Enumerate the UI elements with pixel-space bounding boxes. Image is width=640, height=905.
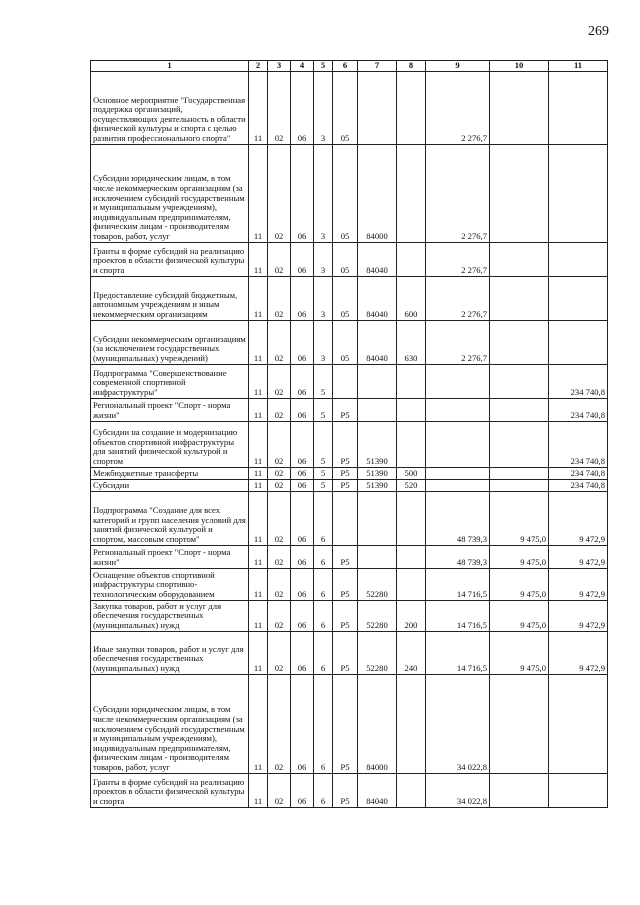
table-row — [91, 398, 608, 421]
row-name-cell: Основное мероприятие "Государственная поддержка организаций, осуществляющих деятельность в области физической культуры и спорта с целью развития профессионального спорта" — [91, 71, 249, 144]
row-value-cell: 06 — [291, 467, 314, 479]
row-value-cell: 51390 — [358, 467, 397, 479]
page-number: 269 — [588, 24, 609, 39]
row-value-cell: 05 — [333, 242, 358, 276]
row-value-cell: 11 — [249, 479, 268, 491]
column-header-3: 3 — [268, 61, 291, 72]
row-name-cell: Иные закупки товаров, работ и услуг для обеспечения государственных (муниципальных) нужд — [91, 631, 249, 674]
row-value-cell: 234 740,8 — [549, 479, 608, 491]
row-value-cell: 51390 — [358, 479, 397, 491]
row-value-cell — [333, 491, 358, 545]
row-value-cell: 06 — [291, 421, 314, 467]
column-header-5: 5 — [314, 61, 333, 72]
row-value-cell — [426, 364, 490, 398]
row-value-cell: 3 — [314, 320, 333, 364]
row-value-cell — [426, 479, 490, 491]
row-value-cell — [397, 398, 426, 421]
row-value-cell — [549, 674, 608, 773]
row-value-cell: P5 — [333, 421, 358, 467]
row-value-cell: 06 — [291, 479, 314, 491]
column-header-4: 4 — [291, 61, 314, 72]
row-value-cell: 240 — [397, 631, 426, 674]
row-value-cell: 11 — [249, 398, 268, 421]
row-value-cell: 84040 — [358, 276, 397, 320]
row-value-cell — [333, 364, 358, 398]
row-value-cell: 3 — [314, 71, 333, 144]
row-value-cell: 2 276,7 — [426, 71, 490, 144]
row-value-cell — [490, 773, 549, 807]
row-value-cell: 05 — [333, 144, 358, 242]
row-value-cell: 02 — [268, 545, 291, 568]
column-header-8: 8 — [397, 61, 426, 72]
row-value-cell — [549, 242, 608, 276]
row-value-cell: 200 — [397, 600, 426, 631]
row-name-cell: Закупка товаров, работ и услуг для обеспечения государственных (муниципальных) нужд — [91, 600, 249, 631]
row-value-cell: 6 — [314, 568, 333, 600]
row-value-cell: 05 — [333, 276, 358, 320]
row-value-cell: 06 — [291, 320, 314, 364]
row-value-cell: 06 — [291, 631, 314, 674]
row-value-cell: 02 — [268, 242, 291, 276]
column-header-9: 9 — [426, 61, 490, 72]
row-value-cell: 9 472,9 — [549, 545, 608, 568]
row-value-cell: 6 — [314, 491, 333, 545]
row-value-cell: 9 475,0 — [490, 631, 549, 674]
row-value-cell: 06 — [291, 71, 314, 144]
row-value-cell: 5 — [314, 398, 333, 421]
row-name-cell: Подпрограмма "Создание для всех категорий и групп населения условий для занятий физической культурой и спортом, массовым спортом" — [91, 491, 249, 545]
row-value-cell: 11 — [249, 545, 268, 568]
row-value-cell — [397, 71, 426, 144]
row-value-cell: 11 — [249, 71, 268, 144]
row-value-cell: 630 — [397, 320, 426, 364]
row-name-cell: Субсидии на создание и модернизацию объектов спортивной инфраструктуры для занятий физической культурой и спортом — [91, 421, 249, 467]
row-value-cell: 02 — [268, 398, 291, 421]
row-value-cell: 84040 — [358, 773, 397, 807]
row-value-cell: P5 — [333, 467, 358, 479]
row-value-cell: 14 716,5 — [426, 600, 490, 631]
row-value-cell: 9 472,9 — [549, 600, 608, 631]
row-value-cell: 02 — [268, 674, 291, 773]
row-value-cell: 2 276,7 — [426, 320, 490, 364]
row-value-cell: 06 — [291, 144, 314, 242]
row-value-cell: 84000 — [358, 144, 397, 242]
row-value-cell — [397, 242, 426, 276]
row-value-cell: 11 — [249, 600, 268, 631]
row-value-cell: 11 — [249, 276, 268, 320]
row-value-cell: 02 — [268, 320, 291, 364]
row-value-cell: 6 — [314, 674, 333, 773]
row-value-cell — [397, 568, 426, 600]
column-header-2: 2 — [249, 61, 268, 72]
row-value-cell: 84040 — [358, 242, 397, 276]
column-header-6: 6 — [333, 61, 358, 72]
row-value-cell: 2 276,7 — [426, 276, 490, 320]
row-value-cell: 5 — [314, 479, 333, 491]
table-row — [91, 479, 608, 491]
row-value-cell: 02 — [268, 568, 291, 600]
row-value-cell: 02 — [268, 491, 291, 545]
column-header-11: 11 — [549, 61, 608, 72]
table-row — [91, 144, 608, 242]
row-value-cell — [490, 242, 549, 276]
row-value-cell: 11 — [249, 631, 268, 674]
row-value-cell: 3 — [314, 144, 333, 242]
row-value-cell: 6 — [314, 545, 333, 568]
row-value-cell — [397, 421, 426, 467]
row-value-cell: 02 — [268, 600, 291, 631]
row-value-cell — [358, 364, 397, 398]
row-value-cell: 11 — [249, 773, 268, 807]
row-value-cell: 06 — [291, 568, 314, 600]
table-row — [91, 773, 608, 807]
row-value-cell: 06 — [291, 276, 314, 320]
row-value-cell: 52280 — [358, 568, 397, 600]
table-row — [91, 242, 608, 276]
table-row — [91, 631, 608, 674]
row-value-cell: P5 — [333, 600, 358, 631]
row-value-cell: 600 — [397, 276, 426, 320]
row-value-cell: 11 — [249, 467, 268, 479]
row-value-cell — [490, 479, 549, 491]
row-value-cell: P5 — [333, 398, 358, 421]
row-name-cell: Субсидии — [91, 479, 249, 491]
row-value-cell: 11 — [249, 674, 268, 773]
row-value-cell: 2 276,7 — [426, 242, 490, 276]
row-value-cell: 234 740,8 — [549, 421, 608, 467]
row-value-cell: P5 — [333, 479, 358, 491]
row-value-cell: 52280 — [358, 600, 397, 631]
row-name-cell: Подпрограмма "Совершенствование современной спортивной инфраструктуры" — [91, 364, 249, 398]
row-value-cell: 11 — [249, 242, 268, 276]
row-value-cell — [397, 545, 426, 568]
table-body — [91, 61, 608, 808]
table-row — [91, 491, 608, 545]
table-row — [91, 364, 608, 398]
row-value-cell: 51390 — [358, 421, 397, 467]
row-value-cell: 48 739,3 — [426, 545, 490, 568]
row-value-cell: 48 739,3 — [426, 491, 490, 545]
row-value-cell: 06 — [291, 545, 314, 568]
row-value-cell — [358, 398, 397, 421]
row-value-cell: 6 — [314, 600, 333, 631]
row-value-cell: 234 740,8 — [549, 364, 608, 398]
row-value-cell — [490, 320, 549, 364]
row-value-cell: 06 — [291, 674, 314, 773]
row-value-cell: 9 472,9 — [549, 631, 608, 674]
row-value-cell: 34 022,8 — [426, 674, 490, 773]
row-value-cell: 02 — [268, 276, 291, 320]
row-value-cell: 05 — [333, 320, 358, 364]
row-value-cell: 11 — [249, 320, 268, 364]
row-value-cell: 02 — [268, 479, 291, 491]
row-value-cell — [397, 773, 426, 807]
row-value-cell: 2 276,7 — [426, 144, 490, 242]
row-name-cell: Оснащение объектов спортивной инфраструктуры спортивно-технологическим оборудованием — [91, 568, 249, 600]
row-value-cell: 5 — [314, 364, 333, 398]
row-value-cell: 9 475,0 — [490, 491, 549, 545]
row-value-cell: 84040 — [358, 320, 397, 364]
row-value-cell: 11 — [249, 491, 268, 545]
column-header-7: 7 — [358, 61, 397, 72]
row-value-cell: 02 — [268, 144, 291, 242]
row-value-cell: 3 — [314, 276, 333, 320]
column-header-1: 1 — [91, 61, 249, 72]
row-name-cell: Предоставление субсидий бюджетным, автономным учреждениям и иным некоммерческим организациям — [91, 276, 249, 320]
row-name-cell: Субсидии юридическим лицам, в том числе некоммерческим организациям (за исключением субсидий государственным и муниципальным учреждениям), индивидуальным предпринимателям, физическим лицам - производителям товаров, работ, услуг — [91, 674, 249, 773]
table-row — [91, 71, 608, 144]
row-value-cell — [358, 71, 397, 144]
row-value-cell — [397, 364, 426, 398]
row-value-cell — [490, 71, 549, 144]
row-value-cell — [397, 491, 426, 545]
row-value-cell — [358, 545, 397, 568]
row-value-cell: 3 — [314, 242, 333, 276]
row-value-cell: 234 740,8 — [549, 398, 608, 421]
row-value-cell: 5 — [314, 467, 333, 479]
table-row — [91, 421, 608, 467]
row-value-cell: 9 472,9 — [549, 568, 608, 600]
table-row — [91, 320, 608, 364]
row-value-cell: 500 — [397, 467, 426, 479]
row-value-cell — [426, 421, 490, 467]
row-value-cell: 06 — [291, 600, 314, 631]
row-value-cell: 02 — [268, 773, 291, 807]
row-value-cell — [490, 421, 549, 467]
row-name-cell: Субсидии юридическим лицам, в том числе некоммерческим организациям (за исключением субсидий государственным и муниципальным учреждениям), индивидуальным предпринимателям, физическим лицам - производителям товаров, работ, услуг — [91, 144, 249, 242]
row-value-cell: 84000 — [358, 674, 397, 773]
row-value-cell: 9 475,0 — [490, 545, 549, 568]
row-value-cell — [490, 144, 549, 242]
table-row — [91, 568, 608, 600]
row-value-cell — [549, 773, 608, 807]
row-value-cell — [490, 674, 549, 773]
row-value-cell: 520 — [397, 479, 426, 491]
table-row — [91, 276, 608, 320]
table-header-row — [91, 61, 608, 72]
row-name-cell: Субсидии некоммерческим организациям (за исключением государственных (муниципальных) учреждений) — [91, 320, 249, 364]
row-value-cell: 06 — [291, 398, 314, 421]
row-value-cell: 11 — [249, 364, 268, 398]
row-value-cell: 06 — [291, 491, 314, 545]
row-value-cell: 06 — [291, 364, 314, 398]
row-value-cell — [397, 674, 426, 773]
column-header-10: 10 — [490, 61, 549, 72]
row-value-cell: 9 475,0 — [490, 568, 549, 600]
row-value-cell: 02 — [268, 71, 291, 144]
row-value-cell: 11 — [249, 421, 268, 467]
row-value-cell — [490, 276, 549, 320]
row-value-cell: 9 475,0 — [490, 600, 549, 631]
row-value-cell: 52280 — [358, 631, 397, 674]
row-value-cell: 9 472,9 — [549, 491, 608, 545]
row-value-cell: P5 — [333, 545, 358, 568]
row-value-cell: 234 740,8 — [549, 467, 608, 479]
row-value-cell — [358, 491, 397, 545]
row-value-cell: 05 — [333, 71, 358, 144]
row-value-cell: P5 — [333, 631, 358, 674]
row-value-cell — [549, 276, 608, 320]
row-value-cell: 5 — [314, 421, 333, 467]
row-value-cell: 06 — [291, 773, 314, 807]
row-value-cell — [490, 467, 549, 479]
row-name-cell: Региональный проект "Спорт - норма жизни" — [91, 545, 249, 568]
row-value-cell: 14 716,5 — [426, 568, 490, 600]
table-row — [91, 467, 608, 479]
row-value-cell — [490, 364, 549, 398]
table-row — [91, 545, 608, 568]
row-value-cell — [490, 398, 549, 421]
row-value-cell: 02 — [268, 421, 291, 467]
row-value-cell — [549, 144, 608, 242]
row-value-cell: 02 — [268, 467, 291, 479]
row-value-cell — [549, 320, 608, 364]
row-name-cell: Межбюджетные трансферты — [91, 467, 249, 479]
row-value-cell: 34 022,8 — [426, 773, 490, 807]
row-value-cell — [426, 398, 490, 421]
row-value-cell: 11 — [249, 568, 268, 600]
row-name-cell: Региональный проект "Спорт - норма жизни" — [91, 398, 249, 421]
row-value-cell — [426, 467, 490, 479]
row-value-cell: 11 — [249, 144, 268, 242]
row-value-cell: 02 — [268, 364, 291, 398]
row-value-cell: 06 — [291, 242, 314, 276]
row-name-cell: Гранты в форме субсидий на реализацию проектов в области физической культуры и спорта — [91, 773, 249, 807]
budget-table — [90, 60, 608, 808]
row-value-cell: P5 — [333, 674, 358, 773]
row-value-cell: 02 — [268, 631, 291, 674]
row-value-cell: P5 — [333, 773, 358, 807]
table-row — [91, 674, 608, 773]
row-value-cell: 6 — [314, 773, 333, 807]
row-value-cell — [397, 144, 426, 242]
row-value-cell — [549, 71, 608, 144]
row-value-cell: 6 — [314, 631, 333, 674]
row-value-cell: P5 — [333, 568, 358, 600]
row-value-cell: 14 716,5 — [426, 631, 490, 674]
row-name-cell: Гранты в форме субсидий на реализацию проектов в области физической культуры и спорта — [91, 242, 249, 276]
table-row — [91, 600, 608, 631]
